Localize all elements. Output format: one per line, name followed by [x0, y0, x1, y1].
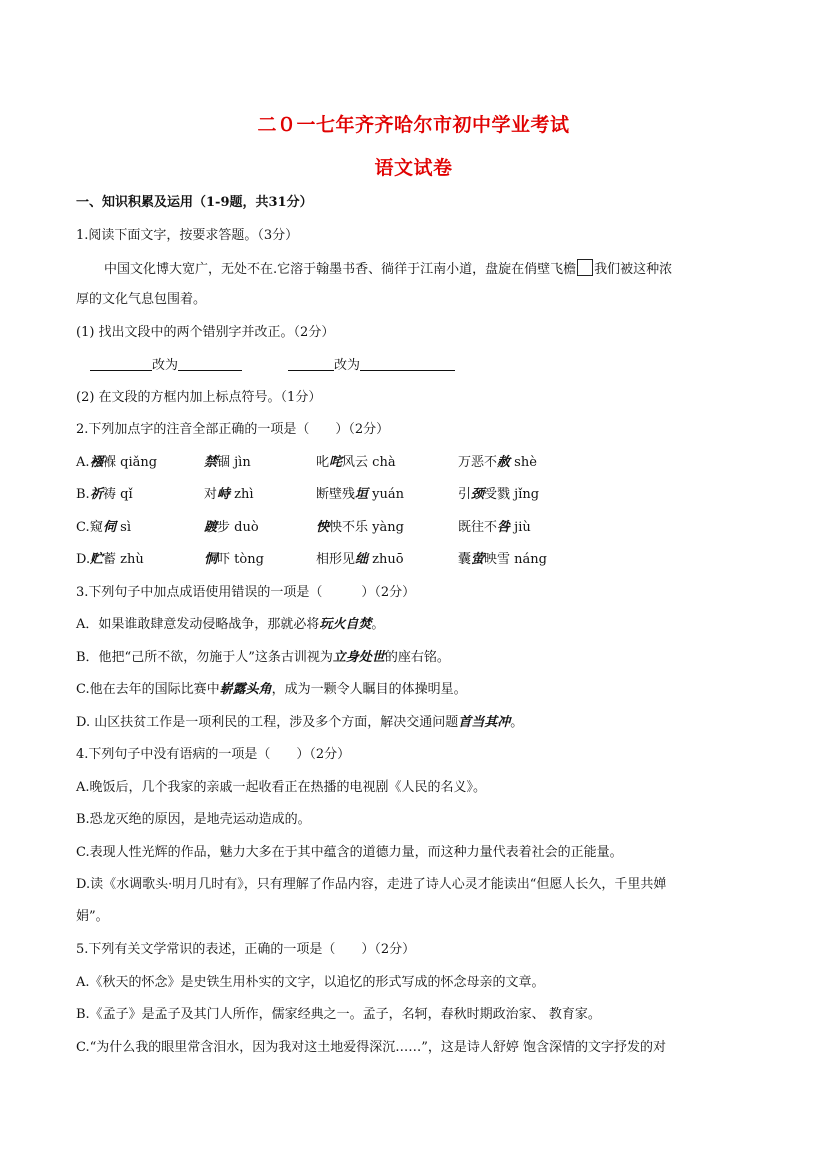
- q1-sub1: (1) 找出文段中的两个错别字并改正。（2分）: [76, 325, 335, 340]
- q4-option-c: C.表现人性光辉的作品，魅力大多在于其中蕴含的道德力量，而这种力量代表着社会的正能量。: [76, 845, 623, 860]
- idiom: 崭露头角: [219, 682, 272, 697]
- dotted-char: 垣: [355, 487, 369, 502]
- text-segment: yuán: [368, 487, 405, 502]
- text-segment: 褓 qiǎng: [103, 455, 158, 470]
- option-item: [316, 519, 404, 537]
- q5-option-c: C.“为什么我的眼里常含泪水，因为我对这土地爱得深沉……”，这是诗人舒婷 饱含深情的文字抒发的对: [76, 1040, 667, 1055]
- text-segment: 断壁残: [316, 487, 356, 502]
- text-segment: C.他在去年的国际比赛中: [76, 682, 220, 697]
- q1-answer-line: [90, 357, 455, 375]
- option-item: [316, 486, 404, 504]
- dotted-char: 怏: [316, 520, 330, 535]
- dotted-char: 禁: [204, 455, 218, 470]
- option-item: [90, 519, 131, 537]
- text-segment: 叱: [316, 455, 330, 470]
- option-item: [316, 454, 396, 472]
- option-label: C.: [76, 520, 90, 535]
- answer-blank-3[interactable]: [288, 357, 334, 371]
- q4-option-b: B.恐龙灭绝的原因，是地壳运动造成的。: [76, 812, 311, 827]
- q1-passage-a: 中国文化博大宽广，无处不在.它溶于翰墨书香、徜徉于江南小道，盘旋在俏壁飞檐: [104, 262, 577, 277]
- dotted-char: 赦: [497, 455, 511, 470]
- q1-stem: 1.阅读下面文字，按要求答题。（3分）: [76, 228, 299, 243]
- q2-stem: 2.下列加点字的注音全部正确的一项是（ ）（2分）: [76, 422, 390, 437]
- q3-option-c: [76, 681, 467, 699]
- text-segment: ，成为一颗令人瞩目的体操明星。: [271, 682, 467, 697]
- text-segment: 相形见: [316, 552, 356, 567]
- text-segment: shè: [510, 455, 537, 470]
- q5-option-a: A.《秋天的怀念》是史铁生用朴实的文字，以追忆的形式写成的怀念母亲的文章。: [76, 975, 545, 990]
- text-segment: sì: [116, 520, 131, 535]
- option-label: B.: [76, 487, 90, 502]
- text-segment: 吓 tòng: [217, 552, 264, 567]
- text-segment: 。: [510, 715, 524, 730]
- change-to-label-2: 改为: [334, 358, 361, 373]
- text-segment: 步 duò: [217, 520, 259, 535]
- text-segment: 的座右铭。: [384, 650, 450, 665]
- answer-blank-4[interactable]: [360, 357, 455, 371]
- dotted-char: 贮: [90, 552, 104, 567]
- text-segment: 怏不乐 yàng: [329, 520, 404, 535]
- q4-option-d-line1: D.读《水调歌头·明月几时有》，只有理解了作品内容，走进了诗人心灵才能读出“但愿人长久，千里共婵: [76, 877, 667, 892]
- dotted-char: 咤: [329, 455, 343, 470]
- text-segment: zhì: [230, 487, 254, 502]
- text-segment: 。: [371, 617, 385, 632]
- text-segment: 受戮 jǐng: [484, 487, 540, 502]
- option-item: [204, 486, 254, 504]
- idiom: 首当其冲: [458, 715, 511, 730]
- text-segment: 窥: [90, 520, 104, 535]
- q5-option-b: B.《孟子》是孟子及其门人所作，儒家经典之一。孟子，名轲，春秋时期政治家、 教育家。: [76, 1007, 601, 1022]
- dotted-char: 踱: [204, 520, 218, 535]
- punctuation-box: [577, 259, 593, 276]
- q1-passage-line1: [104, 259, 672, 279]
- option-item: [90, 551, 144, 569]
- option-item: [458, 519, 531, 537]
- option-label: D.: [76, 552, 91, 567]
- q3-option-d: [76, 714, 523, 732]
- text-segment: 映雪 náng: [484, 552, 547, 567]
- answer-blank-1[interactable]: [90, 357, 152, 371]
- text-segment: 锢 jìn: [217, 455, 251, 470]
- text-segment: 祷 qǐ: [103, 487, 133, 502]
- q1-sub2: (2) 在文段的方框内加上标点符号。（1分）: [76, 390, 322, 405]
- q3-option-a: [76, 616, 384, 634]
- option-item: [204, 551, 264, 569]
- dotted-char: 萤: [471, 552, 485, 567]
- option-item: [458, 486, 539, 504]
- idiom: 玩火自焚: [319, 617, 372, 632]
- answer-blank-2[interactable]: [178, 357, 242, 371]
- q4-option-d-line2: 娟”。: [76, 909, 109, 924]
- dotted-char: 峙: [217, 487, 231, 502]
- text-segment: 既往不: [458, 520, 498, 535]
- exam-title: 二０一七年齐齐哈尔市初中学业考试: [257, 114, 570, 136]
- option-item: [204, 519, 259, 537]
- text-segment: B．他把“己所不欲，勿施于人”这条古训视为: [76, 650, 333, 665]
- text-segment: 对: [204, 487, 218, 502]
- option-item: [204, 454, 251, 472]
- option-item: [90, 454, 157, 472]
- text-segment: A．如果谁敢肆意发动侵略战争，那就必将: [76, 617, 320, 632]
- text-segment: zhuō: [368, 552, 404, 567]
- option-item: [458, 551, 547, 569]
- q1-passage-line2: 厚的文化气息包围着。: [76, 292, 207, 307]
- text-segment: 风云 chà: [342, 455, 396, 470]
- text-segment: 囊: [458, 552, 472, 567]
- dotted-char: 咎: [497, 520, 511, 535]
- q5-stem: 5.下列有关文学常识的表述，正确的一项是（ ）（2分）: [76, 942, 416, 957]
- q3-option-b: [76, 649, 450, 667]
- dotted-char: 绌: [355, 552, 369, 567]
- section-heading: 一、知识积累及运用（1-9题，共31分）: [76, 195, 313, 210]
- dotted-char: 襁: [90, 455, 104, 470]
- change-to-label-1: 改为: [152, 358, 179, 373]
- dotted-char: 伺: [103, 520, 117, 535]
- option-item: [458, 454, 537, 472]
- q1-passage-b: 我们被这种浓: [594, 262, 673, 277]
- dotted-char: 颈: [471, 487, 485, 502]
- exam-subtitle: 语文试卷: [374, 157, 453, 179]
- dotted-char: 祈: [90, 487, 104, 502]
- text-segment: 万恶不: [458, 455, 498, 470]
- text-segment: 蓄 zhù: [103, 552, 144, 567]
- q4-option-a: A.晚饭后，几个我家的亲戚一起收看正在热播的电视剧《人民的名义》。: [76, 780, 487, 795]
- text-segment: D. 山区扶贫工作是一项利民的工程，涉及多个方面，解决交通问题: [76, 715, 459, 730]
- text-segment: 引: [458, 487, 472, 502]
- dotted-char: 恫: [204, 552, 218, 567]
- option-label: A.: [76, 455, 90, 470]
- q3-stem: 3.下列句子中加点成语使用错误的一项是（ ）（2分）: [76, 585, 416, 600]
- text-segment: jiù: [510, 520, 531, 535]
- idiom: 立身处世: [332, 650, 385, 665]
- option-item: [90, 486, 133, 504]
- option-item: [316, 551, 404, 569]
- q4-stem: 4.下列句子中没有语病的一项是（ ）（2分）: [76, 747, 351, 762]
